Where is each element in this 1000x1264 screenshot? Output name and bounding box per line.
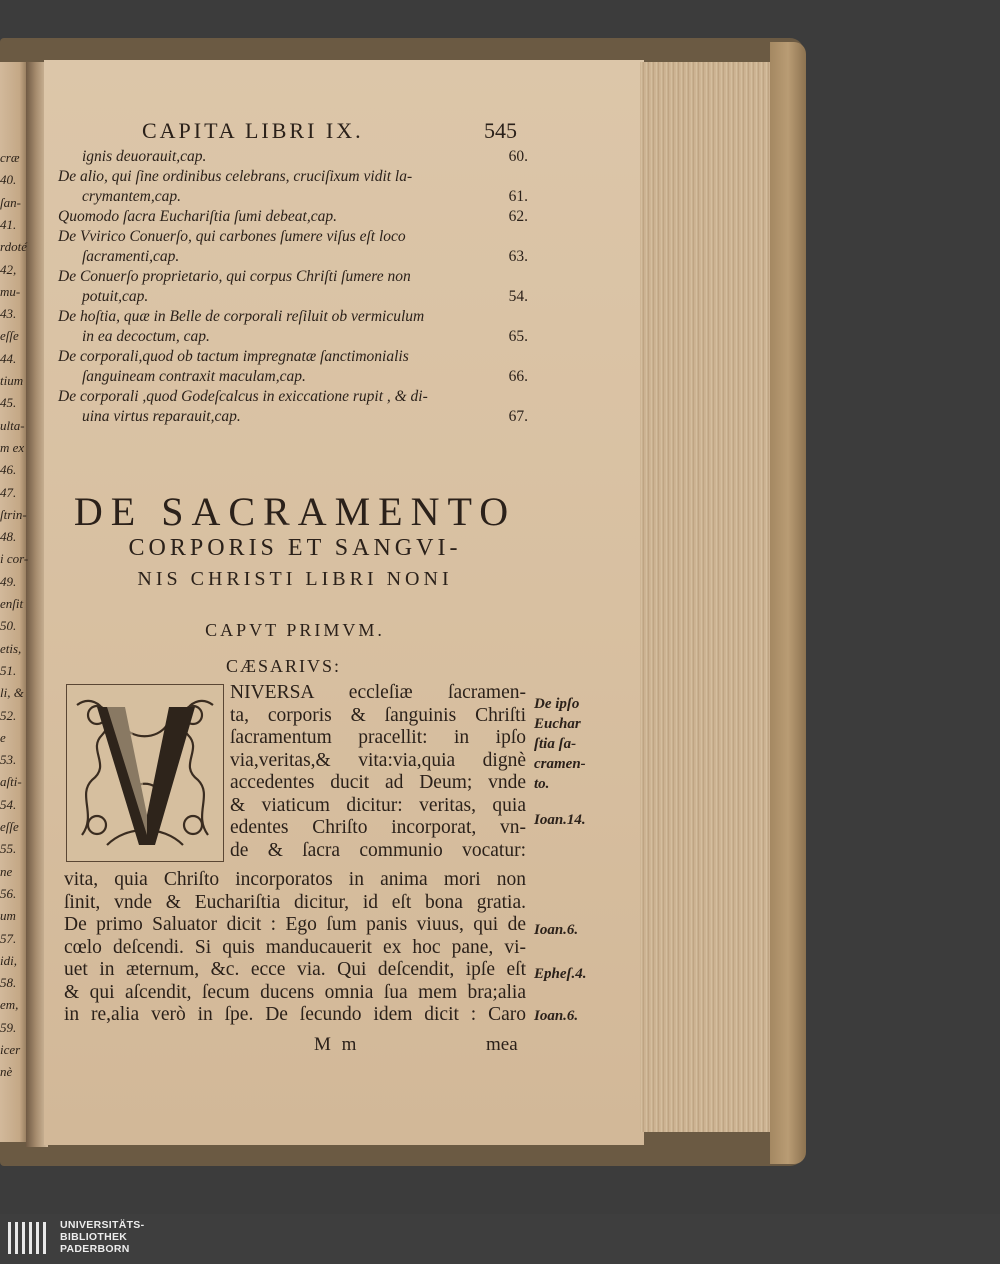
left-margin-fragment: rdoté <box>0 239 27 255</box>
chapter-title: ſacramenti,cap. <box>82 248 180 265</box>
body-text-beside-initial <box>230 682 526 862</box>
left-margin-fragment: 40. <box>0 172 17 188</box>
ornament-icon <box>67 685 223 861</box>
left-margin-fragment: tium <box>0 373 24 388</box>
left-margin-fragment: mu- <box>0 283 21 299</box>
chapter-heading: CAPVT PRIMVM. <box>205 620 385 640</box>
chapter-title: in ea decoctum, cap. <box>82 328 210 345</box>
left-margin-fragment: icer <box>0 1042 21 1057</box>
chapter-list-item <box>58 147 528 167</box>
chapter-list-item <box>58 267 528 287</box>
text-line: de & ſacra communio vocatur: <box>230 839 526 861</box>
chapter-number: 67. <box>508 408 528 425</box>
margin-ref-4: Ioan.6. <box>534 1008 579 1024</box>
margin-note-line: ſtia ſa- <box>534 736 577 752</box>
book-subtitle-line-2: NIS CHRISTI LIBRI NONI <box>137 568 453 590</box>
chapter-number: 54. <box>508 288 528 305</box>
left-margin-fragment: e <box>0 729 6 745</box>
left-margin-fragment: 45. <box>0 395 17 411</box>
left-margin-fragment: 58. <box>0 975 17 991</box>
left-margin-fragment: 49. <box>0 573 17 589</box>
margin-ref-3: Epheſ.4. <box>534 966 587 982</box>
catchword: mea <box>486 1034 518 1055</box>
logo-line: PADERBORN <box>60 1243 130 1255</box>
left-margin-fragment: idi, <box>0 952 17 968</box>
margin-note-line: cramen- <box>534 756 586 772</box>
left-margin-fragment: 41. <box>0 216 17 232</box>
chapter-list-item <box>58 207 528 227</box>
left-margin-fragment: 57. <box>0 930 17 946</box>
running-header: CAPITA LIBRI IX. <box>142 118 364 143</box>
chapter-title: ignis deuorauit,cap. <box>82 148 207 165</box>
left-margin-fragment: 48. <box>0 529 17 545</box>
body-text <box>64 869 526 1027</box>
left-margin-fragment: 52. <box>0 707 17 723</box>
text-line: accedentes ducit ad Deum; vnde <box>230 772 526 793</box>
left-margin-fragment: aſti- <box>0 774 22 790</box>
left-margin-fragment: ne <box>0 863 13 879</box>
library-logo-icon <box>8 1222 50 1254</box>
speaker-label: CÆSARIVS: <box>226 656 342 676</box>
text-line: De primo Saluator dicit : Ego ſum panis viuus, qui de <box>64 914 526 935</box>
text-line: NIVERSA eccleſiæ ſacramen- <box>230 682 526 703</box>
text-line: edentes Chriſto incorporat, vn- <box>230 817 526 838</box>
text-line: ta, corporis & ſanguinis Chriſti <box>230 704 526 726</box>
library-footer <box>0 1214 1000 1264</box>
chapter-list-item <box>58 367 528 387</box>
chapter-list <box>58 147 528 427</box>
chapter-number: 65. <box>508 328 528 345</box>
left-margin-fragment: 51. <box>0 662 17 678</box>
left-margin-fragment: m ex <box>0 439 25 455</box>
left-margin-fragment: i cor- <box>0 551 29 567</box>
left-margin-fragment: ſan- <box>0 194 21 210</box>
chapter-list-item <box>58 247 528 267</box>
chapter-title: crymantem,cap. <box>82 188 181 205</box>
chapter-title: uina virtus reparauit,cap. <box>82 408 241 425</box>
chapter-list-item <box>58 347 528 367</box>
library-logo-text <box>60 1219 144 1255</box>
margin-note-line: De ipſo <box>534 696 580 712</box>
chapter-title: De Vvirico Conuerſo, qui carbones ſumere viſus eſt loco <box>58 228 406 245</box>
text-line: ſinit, vnde & Euchariſtia dicitur, id eſt bona gratia. <box>64 891 526 913</box>
text-line: vita, quia Chriſto incorporatos in anima mori non <box>64 869 526 890</box>
logo-line: BIBLIOTHEK <box>60 1231 128 1243</box>
text-line: via,veritas,& vita:via,quia dignè <box>230 749 526 771</box>
page-block-edge <box>640 62 772 1132</box>
chapter-number: 60. <box>508 148 528 165</box>
left-margin-fragment: 46. <box>0 462 17 478</box>
left-margin-fragment: 43. <box>0 306 17 322</box>
margin-ref-2: Ioan.6. <box>534 922 579 938</box>
signature-mark: M m <box>314 1034 360 1055</box>
text-line: uet in æternum, &c. ecce via. Qui deſcendit, ipſe eſt <box>64 959 526 980</box>
chapter-number: 62. <box>508 208 528 225</box>
text-line: & viaticum dicitur: veritas, quia <box>230 794 526 816</box>
left-margin-fragment: 47. <box>0 484 17 500</box>
chapter-list-item <box>58 287 528 307</box>
left-margin-fragment: 59. <box>0 1019 17 1035</box>
left-margin-fragment: 50. <box>0 618 17 634</box>
left-margin-fragment: 44. <box>0 350 17 366</box>
logo-line: UNIVERSITÄTS- <box>60 1219 145 1231</box>
decorated-initial-v <box>66 684 224 862</box>
left-margin-fragment: 42, <box>0 261 17 277</box>
left-margin-fragment: 56. <box>0 885 17 901</box>
margin-note-line: to. <box>534 776 550 792</box>
left-margin-fragment: eſſe <box>0 328 19 344</box>
left-margin-fragment: li, & <box>0 685 24 701</box>
text-line: ſacramentum pracellit: in ipſo <box>230 727 526 748</box>
left-margin-fragment: etis, <box>0 640 22 656</box>
cover-edge <box>770 42 806 1164</box>
margin-note-de-ipso <box>534 694 586 794</box>
margin-ref-1: Ioan.14. <box>534 812 586 828</box>
chapter-list-item <box>58 187 528 207</box>
chapter-number: 63. <box>508 248 528 265</box>
text-line: & qui aſcendit, ſecum ducens omnia ſua mem bra;alia <box>64 981 526 1003</box>
chapter-number: 66. <box>508 368 528 385</box>
chapter-title: De corporali ,quod Godeſcalcus in exiccatione rupit , & di- <box>58 388 428 405</box>
left-margin-fragment: eſſe <box>0 819 19 834</box>
text-line: in re,alia verò in ſpe. De ſecundo idem dicit : Caro <box>64 1004 526 1025</box>
chapter-list-item <box>58 307 528 327</box>
chapter-title: De corporali,quod ob tactum impregnatæ ſanctimonialis <box>58 348 409 365</box>
chapter-number: 61. <box>508 188 528 205</box>
left-margin-fragment: em, <box>0 997 19 1013</box>
book-subtitle-line-1: CORPORIS ET SANGVI- <box>128 535 462 561</box>
left-margin-fragment: cræ <box>0 150 20 165</box>
left-margin-fragment: enſit <box>0 596 24 611</box>
left-margin-fragment: ſtrin- <box>0 506 27 522</box>
left-margin-fragment: ulta- <box>0 417 25 433</box>
left-margin-fragment: 54. <box>0 796 17 812</box>
chapter-list-item <box>58 227 528 247</box>
chapter-title: De hoſtia, quæ in Belle de corporali reſiluit ob vermiculum <box>58 308 425 325</box>
chapter-title: potuit,cap. <box>82 288 149 305</box>
book-title: DE SACRAMENTO <box>73 489 517 534</box>
margin-note-line: Euchar <box>534 716 581 732</box>
page-number: 545 <box>484 118 517 143</box>
chapter-list-item <box>58 167 528 187</box>
chapter-list-item <box>58 327 528 347</box>
chapter-list-item <box>58 387 528 407</box>
left-margin-fragment: nè <box>0 1064 13 1080</box>
left-margin-fragment: 55. <box>0 841 17 857</box>
chapter-title: De alio, qui ſine ordinibus celebrans, cruciſixum vidit la- <box>58 168 413 185</box>
chapter-list-item <box>58 407 528 427</box>
chapter-title: De Conuerſo proprietario, qui corpus Chriſti ſumere non <box>58 268 411 285</box>
left-margin-fragment: 53. <box>0 752 17 768</box>
chapter-title: ſanguineam contraxit maculam,cap. <box>82 368 306 385</box>
chapter-title: Quomodo ſacra Euchariſtia ſumi debeat,cap. <box>58 208 337 225</box>
text-line: cœlo deſcendi. Si quis manducauerit ex hoc pane, vi- <box>64 936 526 958</box>
left-margin-fragment: um <box>0 908 16 924</box>
